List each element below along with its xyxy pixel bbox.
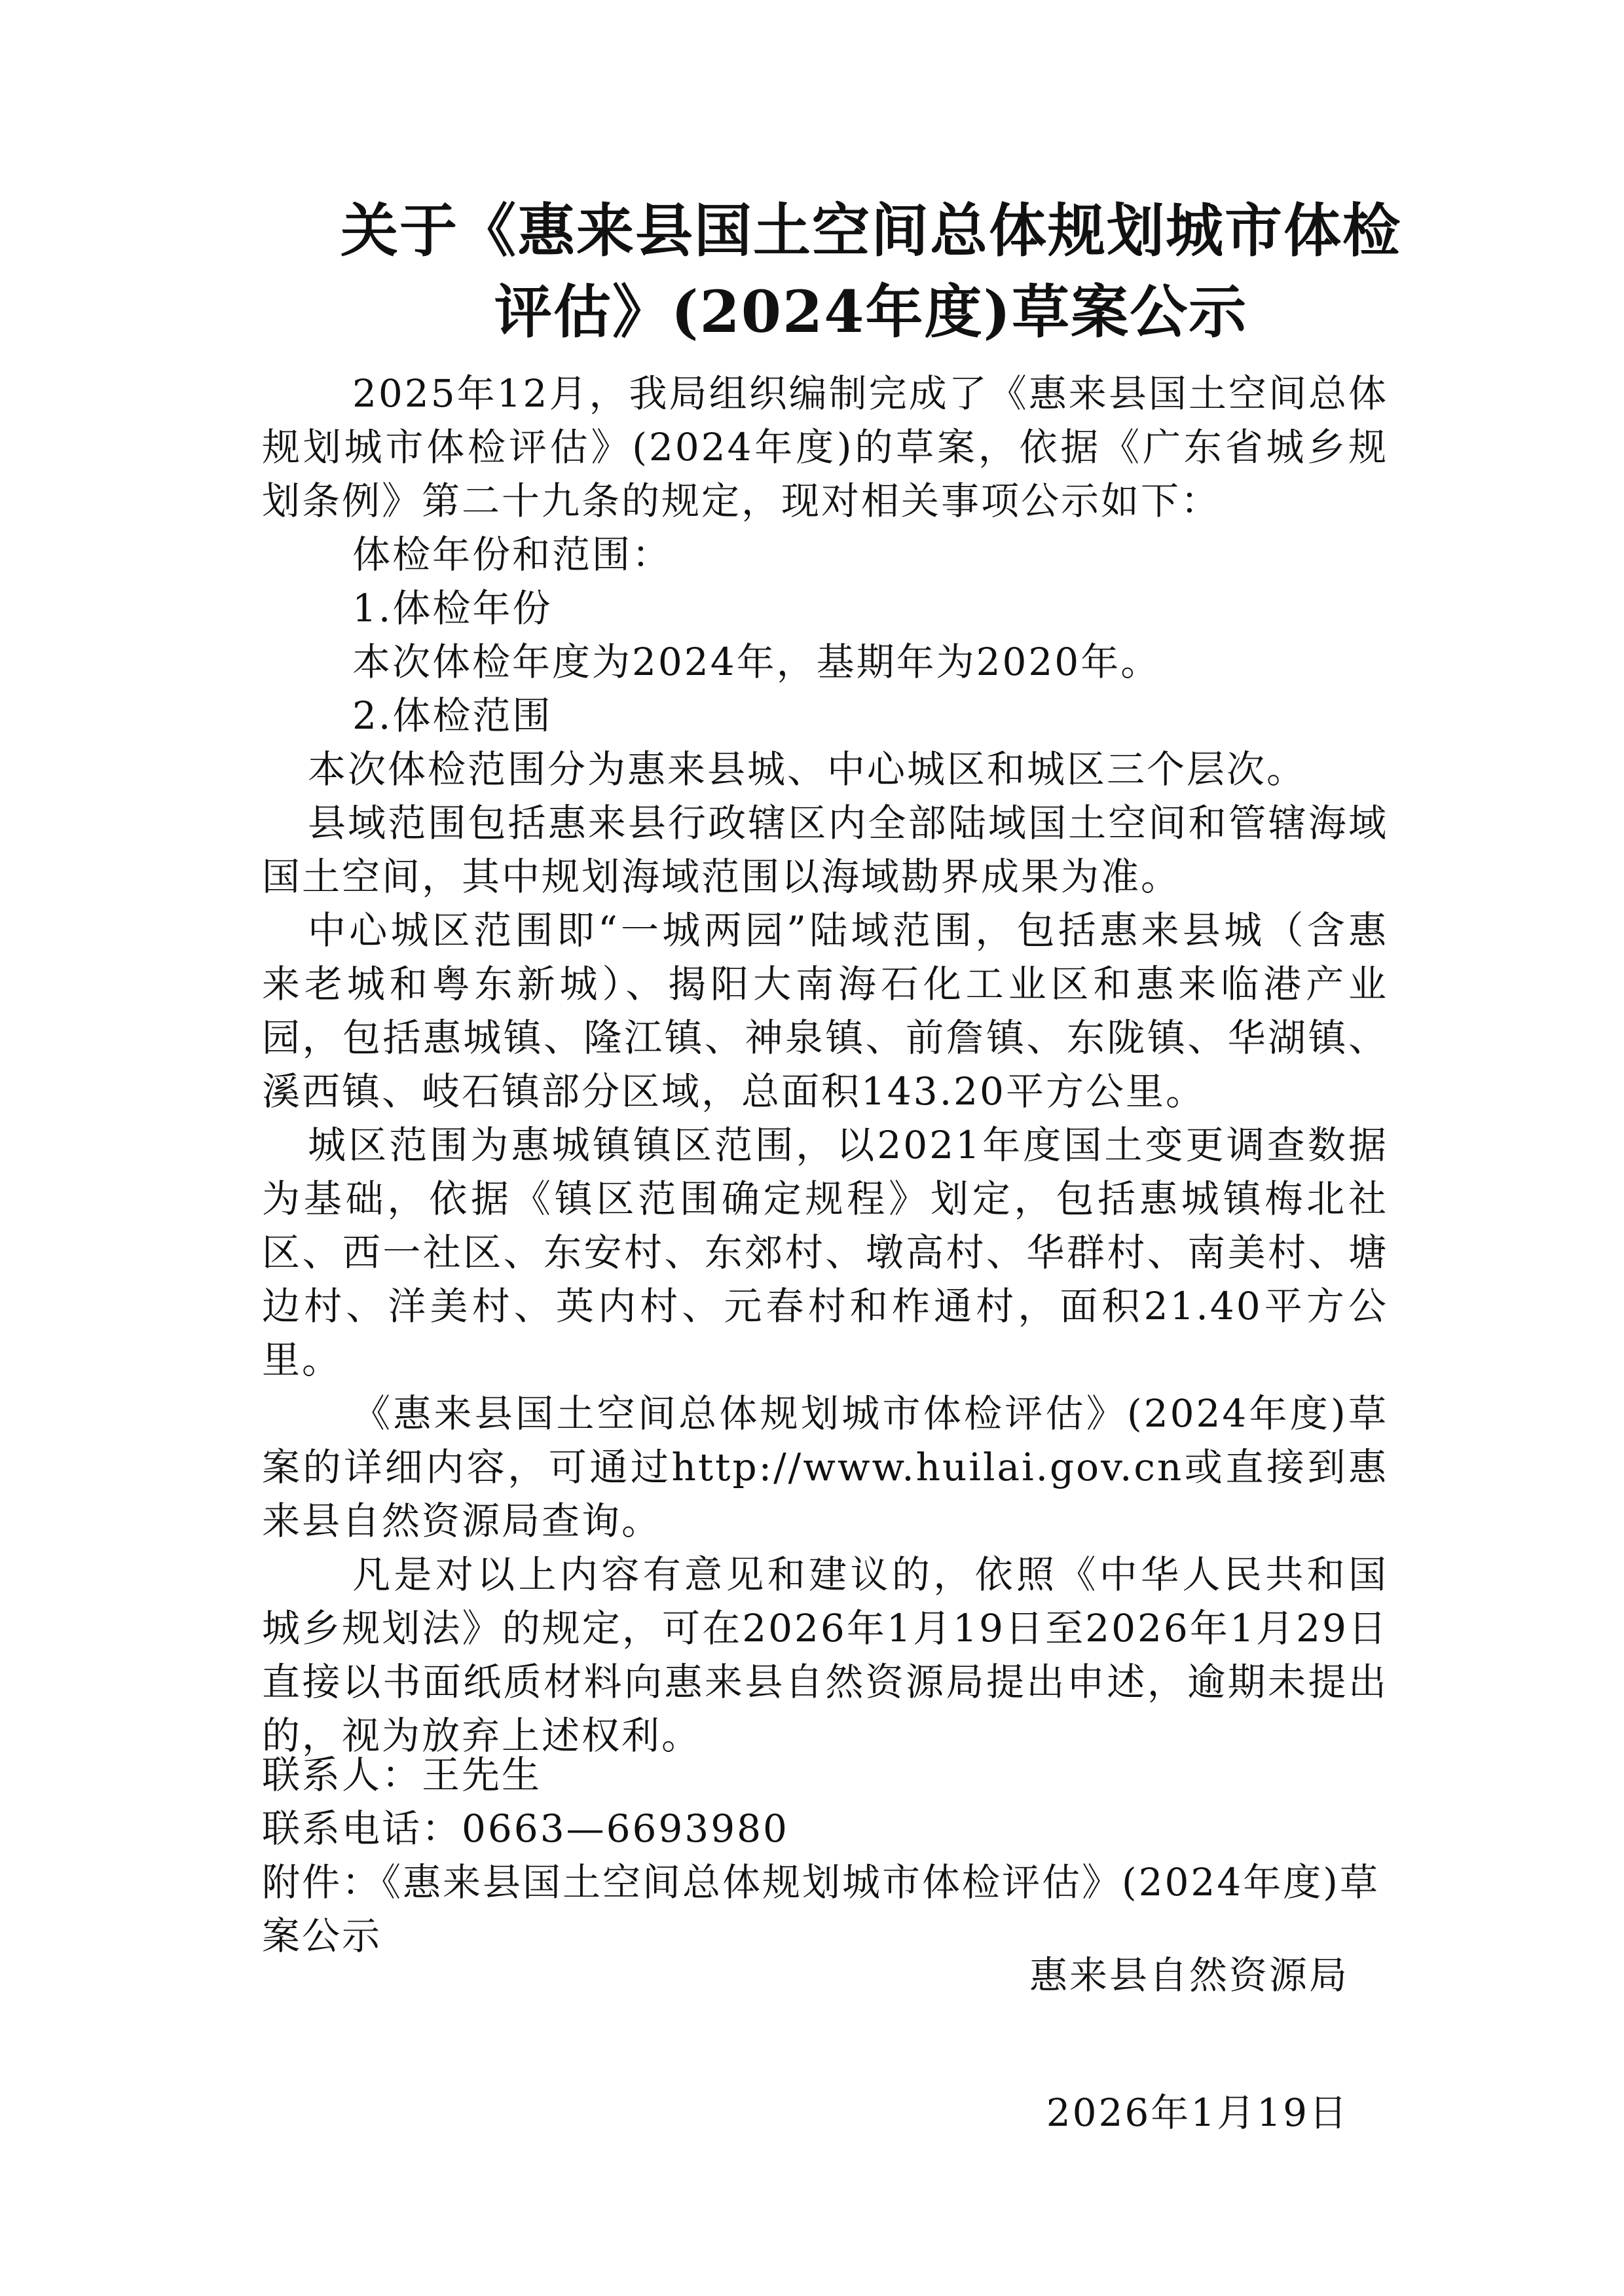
section-heading-scope: 体检年份和范围：: [352, 532, 673, 577]
contact-person: 联系人：王先生: [262, 1753, 542, 1797]
document-body: [262, 367, 1388, 1762]
paragraph-year: 本次体检年度为2024年，基期年为2020年。: [352, 640, 1161, 684]
subheading-range: 2.体检范围: [352, 693, 553, 738]
attachment-line: 附件：《惠来县国土空间总体规划城市体检评估》(2024年度)草案公示: [262, 1860, 1380, 1958]
paragraph-central-city: 中心城区范围即“一城两园”陆域范围，包括惠来县城（含惠来老城和粤东新城）、揭阳大南海石化工业区和惠来临港产业园，包括惠城镇、隆江镇、神泉镇、前詹镇、东陇镇、华湖镇、溪西镇、岐石镇部分区域，总面积143.20平方公里。: [262, 908, 1388, 1114]
issuer-signature: 惠来县自然资源局: [1029, 1953, 1349, 1997]
issue-date: 2026年1月19日: [1046, 2090, 1349, 2135]
paragraph-county: 县域范围包括惠来县行政辖区内全部陆域国土空间和管辖海域国土空间，其中规划海域范围以海域勘界成果为准。: [262, 801, 1388, 899]
paragraph-levels: 本次体检范围分为惠来县城、中心城区和城区三个层次。: [308, 747, 1307, 792]
document-title: 关于《惠来县国土空间总体规划城市体检评估》(2024年度)草案公示: [340, 196, 1401, 346]
subheading-year: 1.体检年份: [352, 586, 553, 630]
paragraph-objection: 凡是对以上内容有意见和建议的，依照《中华人民共和国城乡规划法》的规定，可在2026年1月19日至2026年1月29日直接以书面纸质材料向惠来县自然资源局提出申述，逾期未提出的，视为放弃上述权利。: [262, 1552, 1388, 1758]
paragraph-details: 《惠来县国土空间总体规划城市体检评估》(2024年度)草案的详细内容，可通过http://www.huilai.gov.cn或直接到惠来县自然资源局查询。: [262, 1391, 1388, 1543]
contact-block: [262, 1748, 1388, 1963]
intro-paragraph: 2025年12月，我局组织编制完成了《惠来县国土空间总体规划城市体检评估》(2024年度)的草案，依据《广东省城乡规划条例》第二十九条的规定，现对相关事项公示如下：: [262, 371, 1388, 523]
contact-phone: 联系电话：0663—6693980: [262, 1806, 789, 1851]
paragraph-urban-area: 城区范围为惠城镇镇区范围，以2021年度国土变更调查数据为基础，依据《镇区范围确定规程》划定，包括惠城镇梅北社区、西一社区、东安村、东郊村、墩高村、华群村、南美村、塘边村、洋美村、英内村、元春村和柞通村，面积21.40平方公里。: [262, 1123, 1388, 1382]
